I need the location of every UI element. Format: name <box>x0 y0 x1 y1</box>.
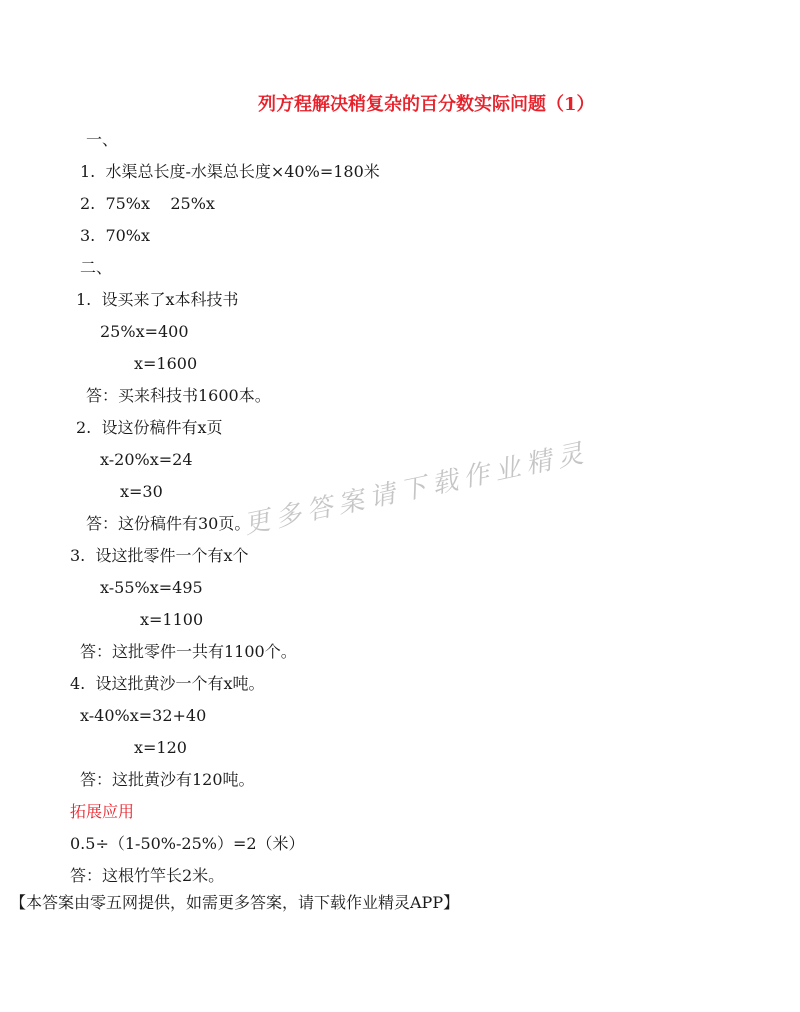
problem-1-answer: 答：买来科技书1600本。 <box>86 386 271 405</box>
extension-answer: 答：这根竹竿长2米。 <box>70 866 225 885</box>
problem-3-equation: x-55%x=495 <box>100 578 203 597</box>
section-1-item-2: 2. 75%x 25%x <box>80 194 215 213</box>
section-2-heading: 二、 <box>80 258 113 277</box>
problem-2-solution: x=30 <box>120 482 163 501</box>
problem-4-equation: x-40%x=32+40 <box>80 706 207 725</box>
extension-heading: 拓展应用 <box>70 802 135 821</box>
problem-1-solution: x=1600 <box>134 354 198 373</box>
problem-2-setup: 2. 设这份稿件有x页 <box>76 418 223 437</box>
footer-note: 【本答案由零五网提供，如需更多答案，请下载作业精灵APP】 <box>10 893 460 912</box>
problem-1-setup: 1. 设买来了x本科技书 <box>76 290 239 309</box>
problem-1-equation: 25%x=400 <box>100 322 189 341</box>
problem-2-answer: 答：这份稿件有30页。 <box>86 514 251 533</box>
problem-3-solution: x=1100 <box>140 610 204 629</box>
extension-equation: 0.5÷（1-50%-25%）=2（米） <box>70 834 305 853</box>
problem-2-equation: x-20%x=24 <box>100 450 193 469</box>
section-1-heading: 一、 <box>86 130 119 149</box>
page-title: 列方程解决稍复杂的百分数实际问题（1） <box>258 94 595 115</box>
problem-3-answer: 答：这批零件一共有1100个。 <box>80 642 297 661</box>
problem-4-solution: x=120 <box>134 738 187 757</box>
problem-3-setup: 3. 设这批零件一个有x个 <box>70 546 249 565</box>
problem-4-answer: 答：这批黄沙有120吨。 <box>80 770 255 789</box>
watermark: 更多答案请下载作业精灵 <box>241 437 592 541</box>
section-1-item-1: 1. 水渠总长度-水渠总长度×40%=180米 <box>80 162 380 181</box>
section-1-item-3: 3. 70%x <box>80 226 151 245</box>
problem-4-setup: 4. 设这批黄沙一个有x吨。 <box>70 674 265 693</box>
